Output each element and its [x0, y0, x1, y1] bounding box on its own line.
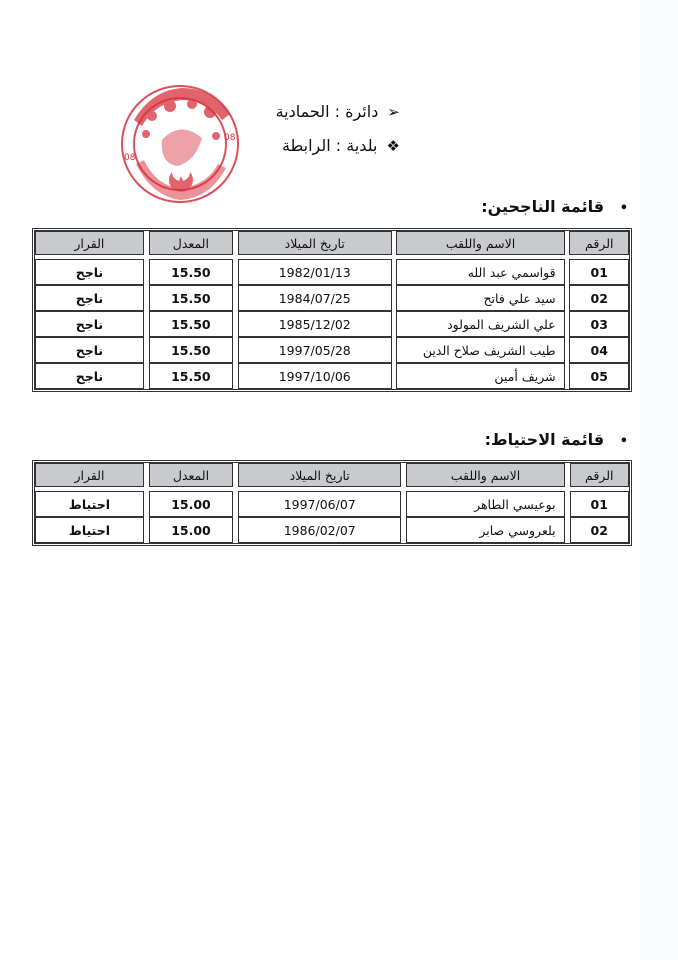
column-header: تاريخ الميلاد [238, 463, 401, 487]
table-row [35, 337, 629, 363]
row-birth-date: 1982/01/13 [238, 259, 392, 285]
daira-line [276, 95, 400, 129]
table-header-row [35, 463, 629, 487]
row-birth-date: 1997/10/06 [238, 363, 392, 389]
diamond-bullet-icon: ❖ [386, 137, 400, 155]
row-average: 15.00 [149, 517, 233, 543]
row-number: 04 [569, 337, 629, 363]
stamp-edge-text-right: 08 [224, 133, 236, 143]
row-birth-date: 1997/05/28 [238, 337, 392, 363]
row-average: 15.50 [149, 363, 233, 389]
row-number: 05 [569, 363, 629, 389]
row-number: 01 [570, 491, 629, 517]
table-header-row [35, 231, 629, 255]
column-header: الرقم [570, 463, 629, 487]
row-average: 15.50 [149, 311, 233, 337]
passed-table [32, 228, 632, 392]
reserve-table [32, 460, 632, 546]
baladiya-label: بلدية : الرابطة [281, 136, 378, 155]
row-birth-date: 1984/07/25 [238, 285, 392, 311]
row-birth-date: 1986/02/07 [238, 517, 401, 543]
document-header [276, 95, 400, 163]
column-header: المعدل [149, 231, 233, 255]
row-number: 02 [569, 285, 629, 311]
row-number: 01 [569, 259, 629, 285]
row-name: طيب الشريف صلاح الدين [396, 337, 564, 363]
official-stamp-icon [112, 80, 248, 208]
reserve-title-text: قائمة الاحتياط: [484, 430, 605, 449]
row-decision: احتياط [35, 517, 144, 543]
row-decision: ناجح [35, 311, 144, 337]
reserve-list-title [485, 430, 628, 449]
row-number: 02 [570, 517, 629, 543]
row-name: سيد علي فاتح [396, 285, 564, 311]
column-header: القرار [35, 231, 144, 255]
row-number: 03 [569, 311, 629, 337]
column-header: الرقم [569, 231, 629, 255]
row-name: بلعروسي صابر [406, 517, 564, 543]
stamp-edge-text: 08 [124, 153, 136, 163]
column-header: المعدل [149, 463, 233, 487]
arrow-bullet-icon: ➢ [387, 103, 400, 121]
table-row [35, 285, 629, 311]
row-birth-date: 1997/06/07 [238, 491, 401, 517]
row-average: 15.50 [149, 337, 233, 363]
daira-label: دائرة : الحمادية [275, 102, 379, 121]
table-row [35, 311, 629, 337]
row-decision: ناجح [35, 285, 144, 311]
table-row [35, 259, 629, 285]
passed-title-text: قائمة الناجحين: [481, 197, 605, 216]
column-header: الاسم واللقب [396, 231, 564, 255]
row-decision: ناجح [35, 363, 144, 389]
row-name: قواسمي عبد الله [396, 259, 564, 285]
row-average: 15.00 [149, 491, 233, 517]
column-header: القرار [35, 463, 144, 487]
row-decision: ناجح [35, 337, 144, 363]
table-row [35, 517, 629, 543]
row-average: 15.50 [149, 259, 233, 285]
row-decision: ناجح [35, 259, 144, 285]
bullet-icon: • [619, 201, 628, 216]
bullet-icon: • [619, 434, 628, 449]
row-name: شريف أمين [396, 363, 564, 389]
table-row [35, 491, 629, 517]
column-header: تاريخ الميلاد [238, 231, 392, 255]
row-name: بوعيسي الطاهر [406, 491, 564, 517]
row-average: 15.50 [149, 285, 233, 311]
row-name: علي الشريف المولود [396, 311, 564, 337]
row-birth-date: 1985/12/02 [238, 311, 392, 337]
column-header: الاسم واللقب [406, 463, 564, 487]
passed-list-title [481, 197, 628, 216]
baladiya-line [276, 129, 400, 163]
row-decision: احتياط [35, 491, 144, 517]
table-row [35, 363, 629, 389]
